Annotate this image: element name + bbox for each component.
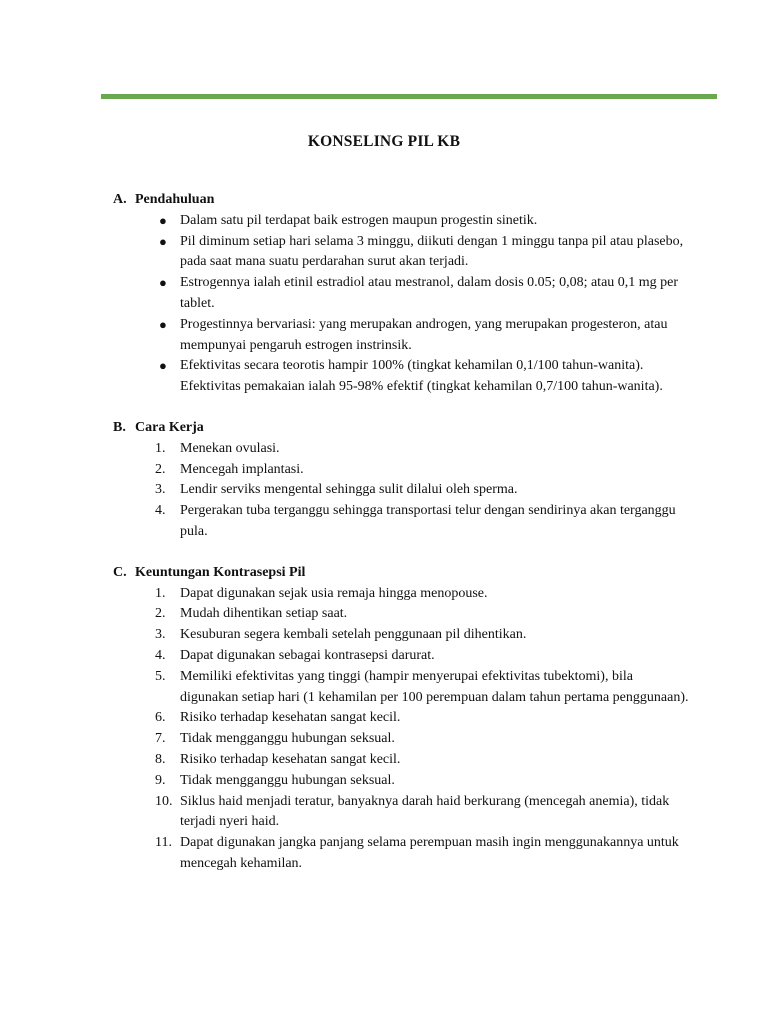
list-item — [113, 708, 693, 729]
list-item-text: Kesuburan segera kembali setelah penggunaan pil dihentikan. — [180, 627, 527, 643]
list-number: 10. — [155, 793, 173, 809]
list-number: 9. — [155, 772, 166, 788]
list-item — [113, 646, 693, 667]
list-number: 11. — [155, 835, 172, 851]
list-item-text: Risiko terhadap kesehatan sangat kecil. — [180, 710, 401, 726]
list-item — [113, 356, 693, 398]
list-number: 3. — [155, 627, 166, 643]
list-item — [113, 667, 693, 709]
list-item-text: Mencegah implantasi. — [180, 461, 304, 477]
list-item — [113, 315, 693, 357]
section-pendahuluan — [113, 190, 693, 398]
list-number: 4. — [155, 647, 166, 663]
list-number: 8. — [155, 751, 166, 767]
list-item-text: Efektivitas secara teorotis hampir 100% (tingkat kehamilan 0,1/100 tahun-wanita). Efektivitas pemakaian ialah 95-98% efektif (tingkat kehamilan 0,7/100 tahun-wanita). — [180, 358, 663, 395]
list-number: 2. — [155, 461, 166, 477]
list-item-text: Lendir serviks mengental sehingga sulit dilalui oleh sperma. — [180, 482, 518, 498]
list-item-text: Estrogennya ialah etinil estradiol atau mestranol, dalam dosis 0.05; 0,08; atau 0,1 mg per tablet. — [180, 275, 679, 311]
list-number: 2. — [155, 606, 166, 622]
section-heading — [113, 190, 693, 211]
section-letter: A. — [113, 192, 127, 207]
section-letter: B. — [113, 419, 126, 435]
list-number: 1. — [155, 585, 166, 601]
list-item-text: Dapat digunakan sejak usia remaja hingga menopouse. — [180, 585, 488, 601]
list-item-text: Risiko terhadap kesehatan sangat kecil. — [180, 751, 401, 767]
list-item — [113, 792, 693, 834]
list-item-text: Menekan ovulasi. — [180, 440, 280, 456]
list-item — [113, 584, 693, 605]
list-item — [113, 211, 693, 232]
list-number: 4. — [155, 503, 166, 519]
list-item-text: Pil diminum setiap hari selama 3 minggu, diikuti dengan 1 minggu tanpa pil atau plasebo, pada saat mana suatu perdarahan surut akan terjadi. — [180, 233, 684, 270]
section-title: Cara Kerja — [135, 419, 204, 435]
list-item — [113, 501, 693, 543]
section-title: Pendahuluan — [135, 192, 215, 207]
list-item-text: Dapat digunakan sebagai kontrasepsi darurat. — [180, 647, 435, 663]
list-item-text: Progestinnya bervariasi: yang merupakan androgen, yang merupakan progesteron, atau mempunyai pengaruh estrogen instrinsik. — [180, 316, 668, 353]
list-item — [113, 460, 693, 481]
list-number: 5. — [155, 668, 166, 684]
list-item — [113, 625, 693, 646]
list-item-text: Memiliki efektivitas yang tinggi (hampir menyerupai efektivitas tubektomi), bila digunakan setiap hari (1 kehamilan per 100 perempuan dalam tahun pertama penggunaan). — [180, 668, 689, 705]
list-item — [113, 273, 693, 315]
numbered-list — [113, 439, 693, 543]
list-item — [113, 604, 693, 625]
section-heading — [113, 563, 693, 584]
list-item — [113, 232, 693, 274]
list-item-text: Dapat digunakan jangka panjang selama perempuan masih ingin menggunakannya untuk mencegah kehamilan. — [180, 835, 679, 871]
list-item-text: Mudah dihentikan setiap saat. — [180, 606, 348, 622]
bullet-icon: ● — [159, 316, 167, 332]
list-item — [113, 439, 693, 460]
section-title: Keuntungan Kontrasepsi Pil — [135, 564, 306, 580]
list-item-text: Tidak mengganggu hubungan seksual. — [180, 772, 395, 788]
list-item-text: Dalam satu pil terdapat baik estrogen maupun progestin sinetik. — [180, 212, 538, 228]
bullet-list — [113, 211, 693, 398]
section-heading — [113, 418, 693, 439]
numbered-list — [113, 584, 693, 875]
list-item — [113, 750, 693, 771]
list-number: 1. — [155, 440, 166, 456]
document-body — [113, 190, 693, 895]
list-item-text: Siklus haid menjadi teratur, banyaknya darah haid berkurang (mencegah anemia), tidak terjadi nyeri haid. — [180, 793, 670, 830]
list-item — [113, 480, 693, 501]
list-number: 7. — [155, 731, 166, 747]
bullet-icon: ● — [159, 212, 167, 228]
list-item — [113, 771, 693, 792]
header-divider — [101, 94, 717, 99]
bullet-icon: ● — [159, 358, 167, 374]
list-number: 6. — [155, 710, 166, 726]
list-number: 3. — [155, 482, 166, 498]
list-item-text: Tidak mengganggu hubungan seksual. — [180, 731, 395, 747]
section-cara-kerja — [113, 418, 693, 543]
bullet-icon: ● — [159, 275, 167, 291]
document-title: KONSELING PIL KB — [307, 133, 461, 150]
list-item — [113, 729, 693, 750]
section-keuntungan — [113, 563, 693, 875]
section-letter: C. — [113, 564, 127, 580]
list-item — [113, 833, 693, 875]
bullet-icon: ● — [159, 233, 167, 249]
list-item-text: Pergerakan tuba terganggu sehingga transportasi telur dengan sendirinya akan terganggu pula. — [180, 503, 676, 539]
